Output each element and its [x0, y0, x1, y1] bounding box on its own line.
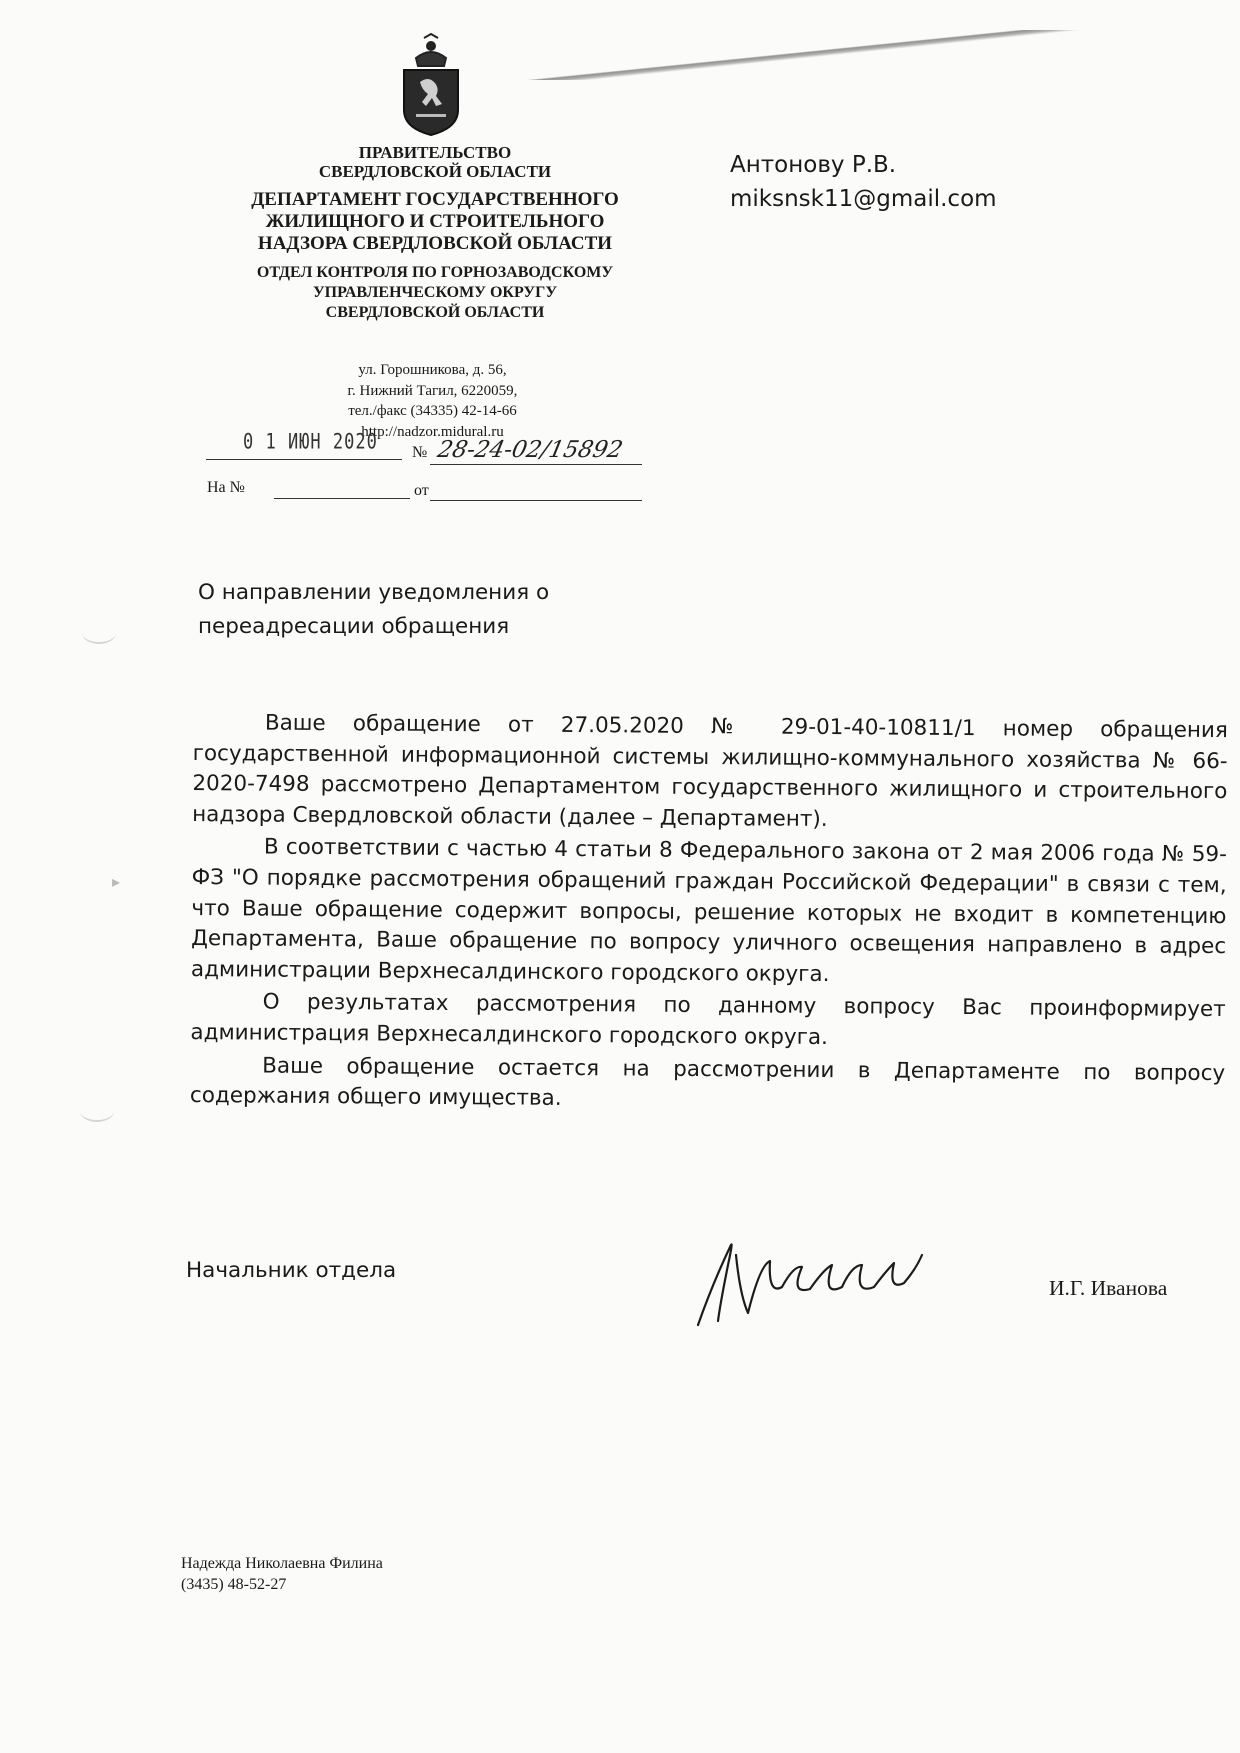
subject-line-2: переадресации обращения — [198, 614, 510, 639]
date-stamp: 0 1 ИЮН 2020 — [243, 429, 378, 455]
address-phone: тел./факс (34335) 42-14-66 — [348, 403, 517, 419]
punch-hole-mark — [82, 622, 116, 644]
punch-hole-mark — [80, 1100, 114, 1122]
letter-body — [190, 708, 1228, 1122]
reply-to-label: На № — [207, 479, 245, 496]
department-line-3: НАДЗОРА СВЕРДЛОВСКОЙ ОБЛАСТИ — [257, 233, 613, 254]
organization-header — [190, 143, 680, 323]
recipient-email: miksnsk11@gmail.com — [730, 186, 997, 212]
department-line-2: ЖИЛИЩНОГО И СТРОИТЕЛЬНОГО — [265, 211, 605, 232]
scan-artifact-mark: ▸ — [112, 872, 121, 891]
department-line-1: ДЕПАРТАМЕНТ ГОСУДАРСТВЕННОГО — [251, 189, 619, 210]
unit-line-2: УПРАВЛЕНЧЕСКОМУ ОКРУГУ — [312, 284, 558, 301]
signer-name: И.Г. Иванова — [1049, 1276, 1168, 1300]
from-label: от — [414, 482, 429, 499]
government-line-1: ПРАВИТЕЛЬСТВО — [358, 143, 512, 162]
recipient-name: Антонову Р.В. — [730, 152, 897, 178]
from-underline — [430, 500, 642, 501]
reply-to-underline — [274, 498, 410, 499]
handwritten-signature — [690, 1225, 930, 1335]
address-city: г. Нижний Тагил, 6220059, — [347, 382, 518, 399]
date-underline — [206, 459, 402, 460]
outgoing-number-handwritten: 28-24-02/15892 — [435, 437, 626, 463]
unit-line-3: СВЕРДЛОВСКОЙ ОБЛАСТИ — [325, 304, 545, 321]
unit-line-1: ОТДЕЛ КОНТРОЛЯ ПО ГОРНОЗАВОДСКОМУ — [256, 264, 614, 281]
coat-of-arms-emblem — [400, 32, 462, 136]
contact-name: Надежда Николаевна Филина — [181, 1555, 383, 1572]
body-paragraph-2: В соответствии с частью 4 статьи 8 Федерального закона от 2 мая 2006 года № 59-ФЗ "О порядке рассмотрения обращений граждан Российской Федерации" в связи с тем, что Ваше обращение содержит вопросы, решение которых не входит в компетенцию Департамента, Ваше обращение по вопросу уличного освещения направлено в адрес администрации Верхнесалдинского городского округа. — [190, 834, 1227, 987]
contact-person — [181, 1553, 541, 1595]
number-label: № — [412, 444, 428, 461]
contact-phone: (3435) 48-52-27 — [181, 1576, 287, 1593]
address-website: http://nadzor.midural.ru — [361, 423, 504, 440]
body-paragraph-4: Ваше обращение остается на рассмотрении в Департаменте по вопросу содержания общего имущества. — [189, 1053, 1226, 1112]
signer-position: Начальник отдела — [186, 1258, 397, 1283]
government-line-2: СВЕРДЛОВСКОЙ ОБЛАСТИ — [318, 162, 552, 181]
letter-subject — [198, 576, 678, 644]
recipient-block — [730, 148, 997, 216]
subject-line-1: О направлении уведомления о — [198, 580, 550, 605]
scan-edge-shadow — [380, 30, 1240, 80]
body-paragraph-1: Ваше обращение от 27.05.2020 № 29-01-40-10811/1 номер обращения государственной информационной системы жилищно-коммунального хозяйства № 66-2020-7498 рассмотрено Департаментом государственного жилищного и строительного надзора Свердловской области (далее – Департамент). — [192, 710, 1228, 832]
body-paragraph-3: О результатах рассмотрения по данному вопросу Вас проинформирует администрация Верхнесалдинского городского округа. — [190, 989, 1226, 1050]
address-street: ул. Горошникова, д. 56, — [358, 362, 507, 378]
number-underline — [430, 464, 642, 465]
